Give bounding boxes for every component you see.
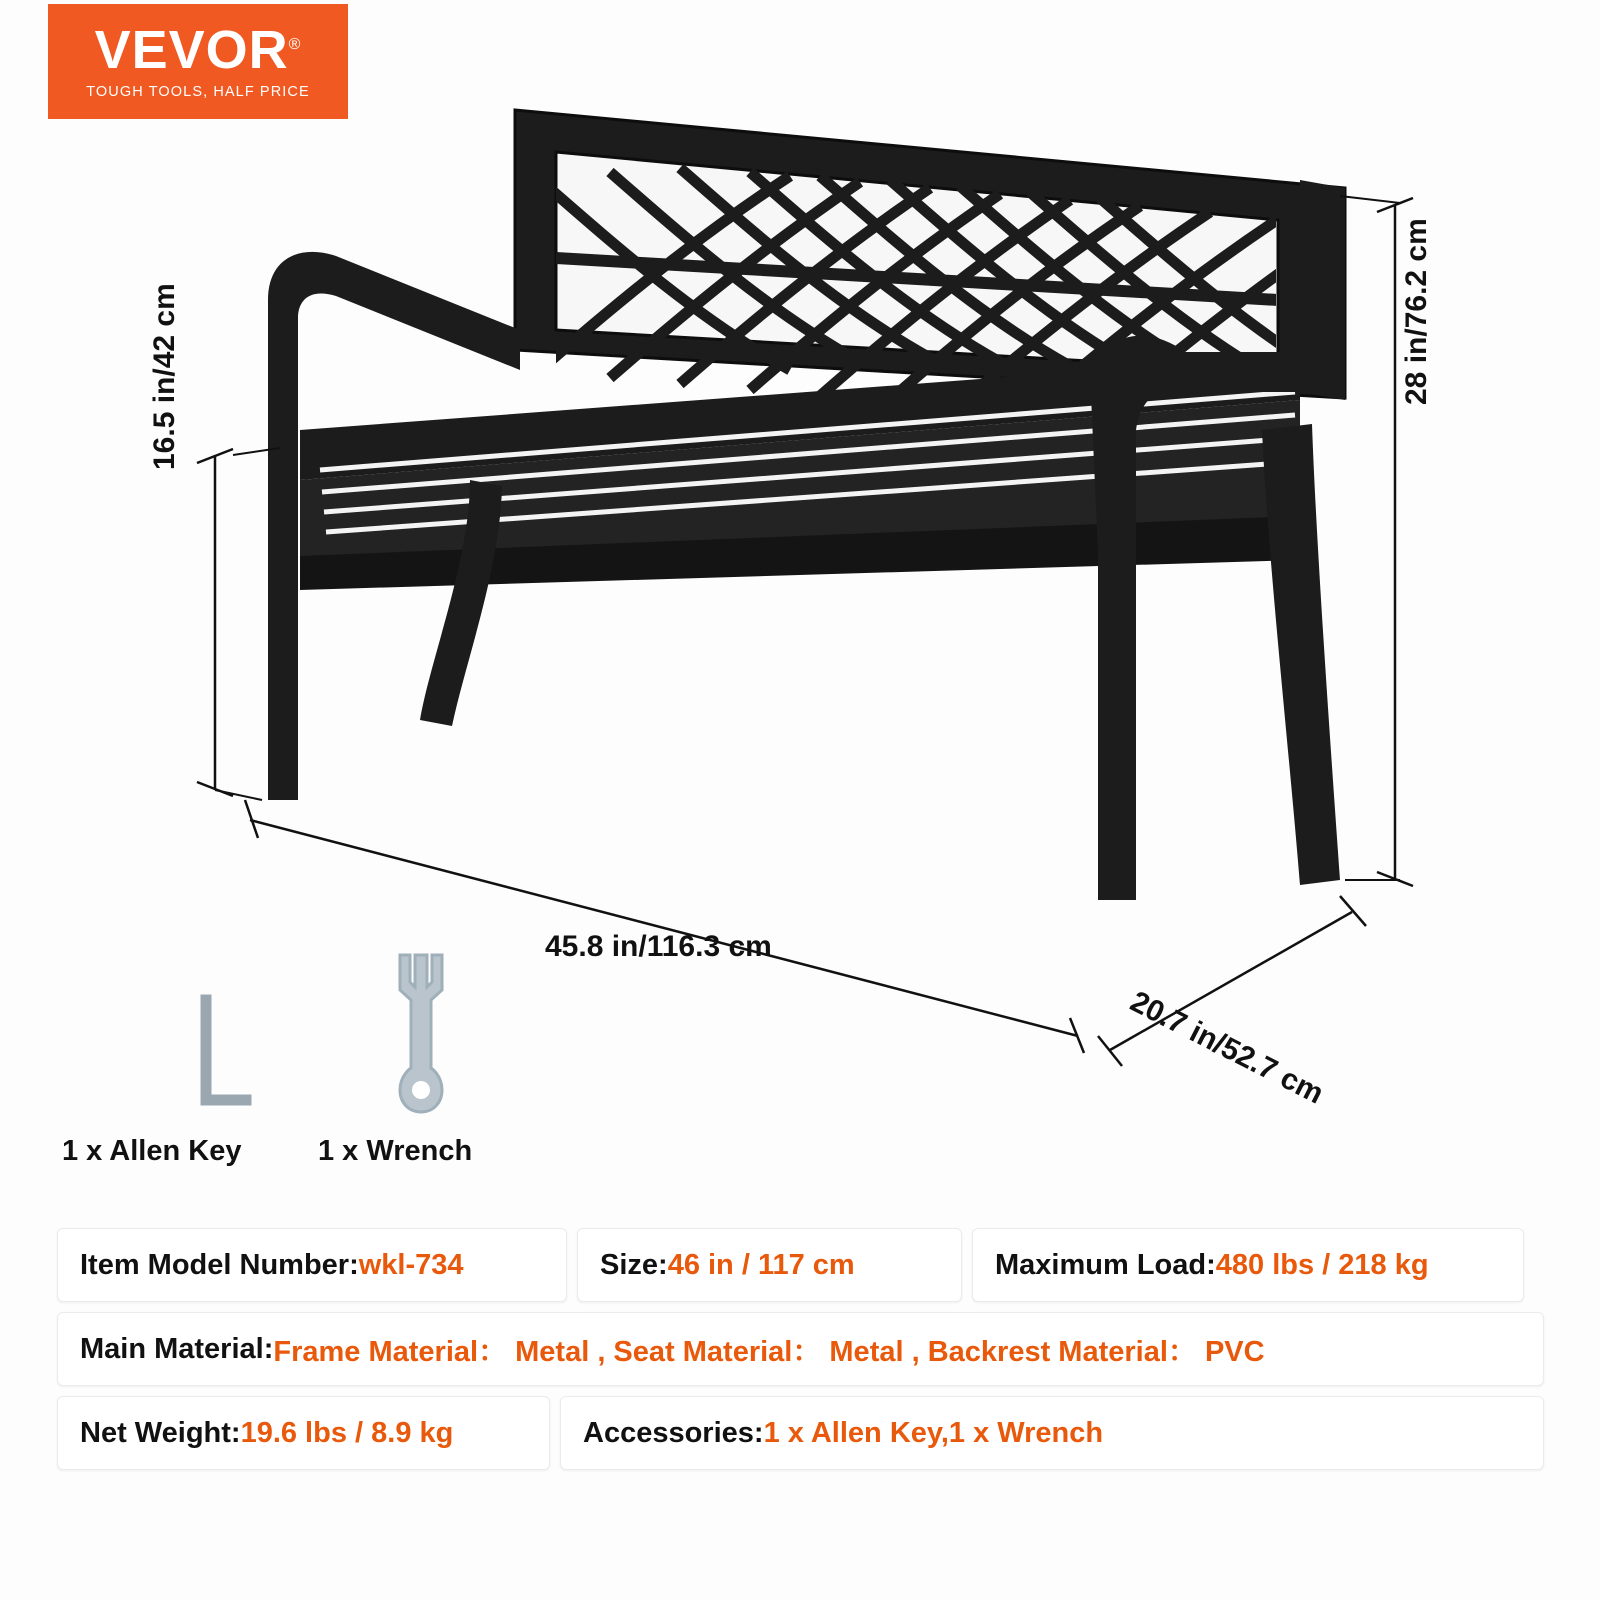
brand-tagline: TOUGH TOOLS, HALF PRICE [86,84,310,100]
spec-key: Item Model Number: [80,1248,359,1281]
spec-row [57,1228,1544,1302]
spec-item-accessories [560,1396,1544,1470]
dimension-depth-label: 20.7 in/52.7 cm [1125,985,1329,1111]
spec-row [57,1396,1544,1470]
spec-key: Accessories: [583,1416,764,1449]
registered-mark: ® [288,36,302,53]
spec-table [57,1228,1544,1480]
spec-value: 1 x Allen Key,1 x Wrench [763,1416,1104,1449]
spec-value: 19.6 lbs / 8.9 kg [240,1416,454,1449]
accessory-label-allen-key: 1 x Allen Key [62,1135,242,1167]
accessory-label-wrench: 1 x Wrench [318,1135,473,1167]
spec-item-max-load [972,1228,1524,1302]
dimension-width-label: 45.8 in/116.3 cm [545,930,772,963]
wrench-icon [392,955,442,1112]
spec-item-main-material [57,1312,1544,1386]
spec-key: Size: [600,1248,668,1281]
spec-value: 46 in / 117 cm [667,1248,855,1281]
spec-value: 480 lbs / 218 kg [1215,1248,1429,1281]
spec-item-model [57,1228,567,1302]
spec-value: Frame Material： Metal , Seat Material： Metal , Backrest Material： PVC [273,1335,1265,1368]
allen-key-icon [206,1000,246,1100]
spec-key: Net Weight: [80,1416,241,1449]
spec-item-size [577,1228,962,1302]
spec-value: wkl-734 [358,1248,464,1281]
spec-item-net-weight [57,1396,550,1470]
dimension-seat-height-label: 16.5 in/42 cm [148,283,181,470]
dimension-total-height-label: 28 in/76.2 cm [1400,218,1433,405]
spec-row [57,1312,1544,1386]
spec-key: Main Material: [80,1332,274,1365]
bench-drawing [268,110,1350,900]
brand-name-text: VEVOR [94,20,289,80]
spec-key: Maximum Load: [995,1248,1216,1281]
